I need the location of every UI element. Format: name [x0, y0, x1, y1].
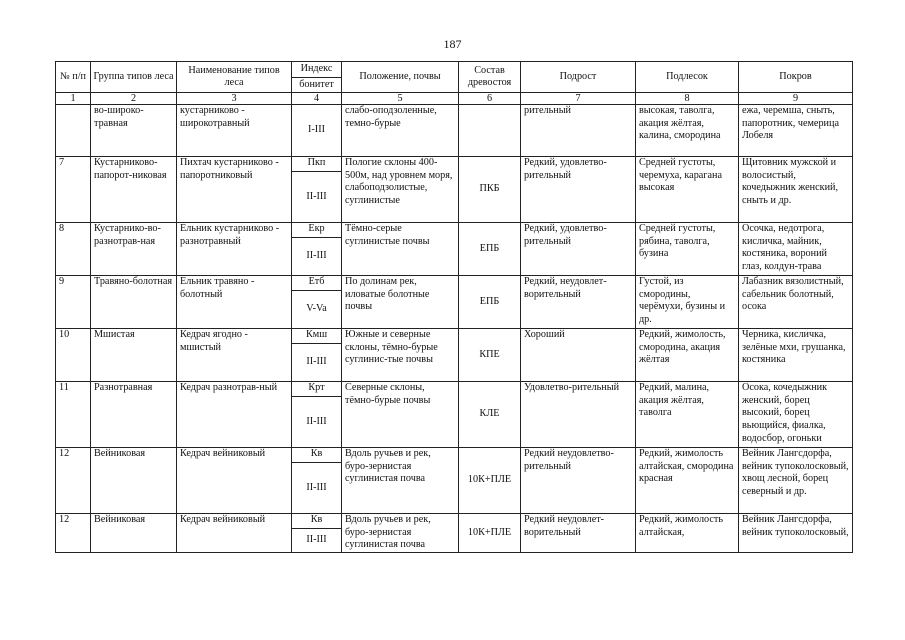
row-group: Разнотравная [91, 382, 177, 448]
row-name: Кедрач вейниковый [177, 514, 292, 553]
row-undergrowth: рительный [521, 105, 636, 157]
row-composition: 10К+ПЛЕ [459, 514, 521, 553]
row-undergrowth: Хороший [521, 329, 636, 382]
header-index: Индекс [292, 62, 342, 78]
row-position: Южные и северные склоны, тёмно-бурые суглинис-тые почвы [342, 329, 459, 382]
row-position: Вдоль ручьев и рек, буро-зернистая суглинистая почва [342, 448, 459, 514]
row-shrubs: Средней густоты, черемуха, карагана высокая [636, 157, 739, 223]
row-num: 12 [56, 448, 91, 514]
row-shrubs: Редкий, жимолость алтайская, [636, 514, 739, 553]
header-cover: Покров [739, 62, 853, 93]
row-index: Кв [292, 448, 342, 463]
table-row [56, 329, 853, 344]
row-undergrowth: Удовлетво-рительный [521, 382, 636, 448]
table-row [56, 382, 853, 397]
row-composition [459, 105, 521, 157]
row-name: Пихтач кустарниково - папоротниковый [177, 157, 292, 223]
column-number: 1 [56, 93, 91, 105]
row-name: Кедрач вейниковый [177, 448, 292, 514]
row-num [56, 105, 91, 157]
row-group: Мшистая [91, 329, 177, 382]
row-undergrowth: Редкий, удовлетво-рительный [521, 223, 636, 276]
row-position: По долинам рек, иловатые болотные почвы [342, 276, 459, 329]
row-bonitet: V-Va [292, 291, 342, 329]
row-index: Кмш [292, 329, 342, 344]
header-bonitet: бонитет [292, 77, 342, 93]
row-name: кустарниково - широкотравный [177, 105, 292, 157]
row-composition: КЛЕ [459, 382, 521, 448]
table-row [56, 223, 853, 238]
table-row [56, 514, 853, 529]
row-bonitet: II-III [292, 172, 342, 223]
table-row [56, 276, 853, 291]
column-number: 6 [459, 93, 521, 105]
row-index: Екр [292, 223, 342, 238]
column-number: 2 [91, 93, 177, 105]
row-group: Кустарнико-во-разнотрав-ная [91, 223, 177, 276]
header-name: Наименование типов леса [177, 62, 292, 93]
row-cover: ежа, черемша, сныть, папоротник, чемерица Лобеля [739, 105, 853, 157]
row-num: 7 [56, 157, 91, 223]
column-number: 3 [177, 93, 292, 105]
header-position: Положение, почвы [342, 62, 459, 93]
row-bonitet: II-III [292, 529, 342, 553]
row-index: Крт [292, 382, 342, 397]
row-undergrowth: Редкий, удовлетво-рительный [521, 157, 636, 223]
table-row [56, 157, 853, 172]
header-composition: Состав древостоя [459, 62, 521, 93]
row-composition: КПЕ [459, 329, 521, 382]
row-undergrowth: Редкий неудовлет-ворительный [521, 514, 636, 553]
row-composition: ЕПБ [459, 276, 521, 329]
row-bonitet: II-III [292, 238, 342, 276]
row-shrubs: высокая, таволга, акация жёлтая, калина, смородина [636, 105, 739, 157]
row-shrubs: Редкий, малина, акация жёлтая, таволга [636, 382, 739, 448]
row-name: Кедрач разнотрав-ный [177, 382, 292, 448]
row-composition: 10К+ПЛЕ [459, 448, 521, 514]
row-num: 9 [56, 276, 91, 329]
header-num: № п/п [56, 62, 91, 93]
row-group: Кустарниково-папорот-никовая [91, 157, 177, 223]
row-group: во-широко-травная [91, 105, 177, 157]
row-composition: ПКБ [459, 157, 521, 223]
column-number: 9 [739, 93, 853, 105]
row-position: Тёмно-серые суглинистые почвы [342, 223, 459, 276]
row-index: Етб [292, 276, 342, 291]
row-num: 11 [56, 382, 91, 448]
row-cover: Щитовник мужской и волосистый, кочедыжник женский, сныть и др. [739, 157, 853, 223]
row-bonitet: II-III [292, 397, 342, 448]
row-cover: Осочка, недотрога, кисличка, майник, костяника, вороний глаз, колдун-трава [739, 223, 853, 276]
row-position: слабо-оподзоленные, темно-бурые [342, 105, 459, 157]
row-name: Ельник кустарниково - разнотравный [177, 223, 292, 276]
column-number: 8 [636, 93, 739, 105]
row-name: Ельник травяно - болотный [177, 276, 292, 329]
row-composition: ЕПБ [459, 223, 521, 276]
row-undergrowth: Редкий неудовлетво-рительный [521, 448, 636, 514]
page-number: 187 [443, 37, 462, 51]
row-shrubs: Густой, из смородины, черёмухи, бузины и др. [636, 276, 739, 329]
row-bonitet: II-III [292, 463, 342, 514]
row-cover: Вейник Лангсдорфа, вейник тупоколосковый, [739, 514, 853, 553]
row-num: 12 [56, 514, 91, 553]
row-position: Северные склоны, тёмно-бурые почвы [342, 382, 459, 448]
forest-types-table [55, 61, 853, 553]
row-cover: Вейник Лангсдорфа, вейник тупоколосковый, хвощ лесной, борец северный и др. [739, 448, 853, 514]
row-shrubs: Редкий, жимолость алтайская, смородина красная [636, 448, 739, 514]
row-group: Травяно-болотная [91, 276, 177, 329]
row-num: 10 [56, 329, 91, 382]
header-group: Группа типов леса [91, 62, 177, 93]
column-number: 4 [292, 93, 342, 105]
row-index: Кв [292, 514, 342, 529]
header-shrubs: Подлесок [636, 62, 739, 93]
row-bonitet: II-III [292, 344, 342, 382]
column-number: 5 [342, 93, 459, 105]
row-bonitet: I-III [292, 105, 342, 157]
row-cover: Черника, кисличка, зелёные мхи, грушанка, костяника [739, 329, 853, 382]
row-position: Вдоль ручьев и рек, буро-зернистая суглинистая почва [342, 514, 459, 553]
row-group: Вейниковая [91, 514, 177, 553]
row-undergrowth: Редкий, неудовлет-ворительный [521, 276, 636, 329]
table-row [56, 105, 853, 157]
row-shrubs: Редкий, жимолость, смородина, акация жёлтая [636, 329, 739, 382]
table-row [56, 448, 853, 463]
row-cover: Лабазник вязолистный, сабельник болотный, осока [739, 276, 853, 329]
row-index: Пкп [292, 157, 342, 172]
row-shrubs: Средней густоты, рябина, таволга, бузина [636, 223, 739, 276]
column-number-row [56, 93, 853, 105]
row-position: Пологие склоны 400-500м, над уровнем моря, слабоподзолистые, суглинистые [342, 157, 459, 223]
row-cover: Осока, кочедыжник женский, борец высокий, борец вьющийся, фиалка, водосбор, огоньки [739, 382, 853, 448]
row-name: Кедрач ягодно - мшистый [177, 329, 292, 382]
row-num: 8 [56, 223, 91, 276]
column-number: 7 [521, 93, 636, 105]
row-group: Вейниковая [91, 448, 177, 514]
header-undergrowth: Подрост [521, 62, 636, 93]
